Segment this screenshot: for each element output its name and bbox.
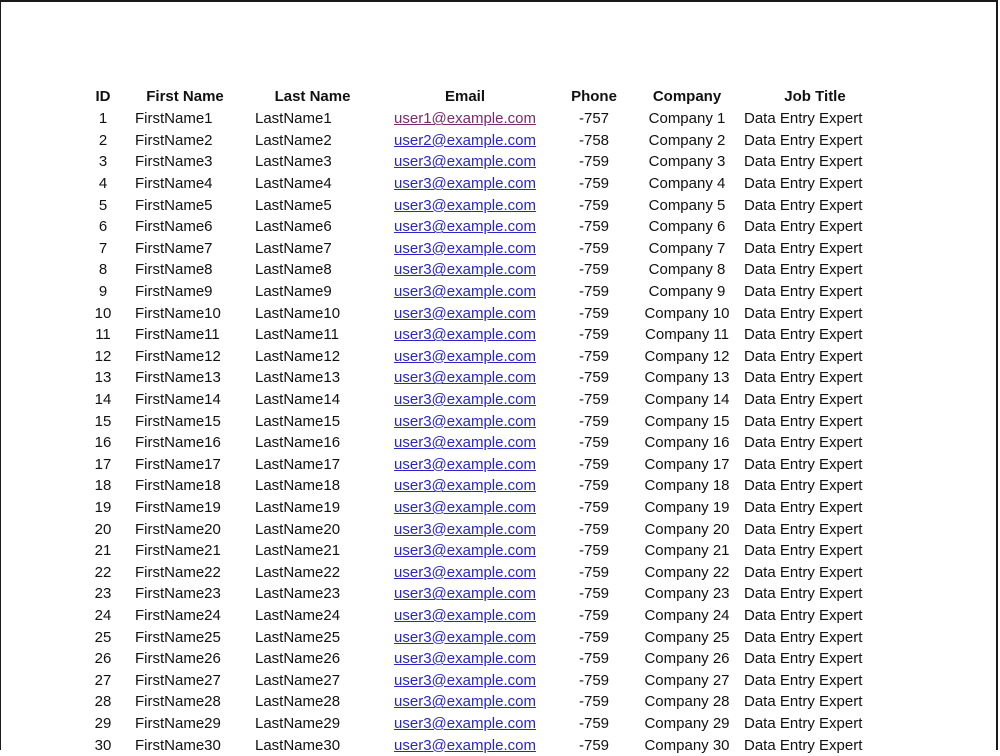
email-link[interactable]: user3@example.com xyxy=(394,650,536,668)
table-row xyxy=(81,216,894,238)
table-header-row xyxy=(81,85,894,108)
cell-id: 24 xyxy=(94,606,112,624)
cell-first-name: FirstName14 xyxy=(135,391,221,409)
email-link[interactable]: user3@example.com xyxy=(394,563,536,581)
email-link[interactable]: user3@example.com xyxy=(394,628,536,646)
column-header-phone: Phone xyxy=(571,88,617,105)
email-link[interactable]: user3@example.com xyxy=(394,239,536,257)
cell-job-title: Data Entry Expert xyxy=(744,369,863,387)
table-row xyxy=(81,454,894,476)
cell-email xyxy=(380,281,550,303)
cell-first-name: FirstName15 xyxy=(135,412,221,430)
cell-job-title: Data Entry Expert xyxy=(744,563,863,581)
cell-email xyxy=(380,626,550,648)
cell-job-title: Data Entry Expert xyxy=(744,455,863,473)
cell-last-name: LastName10 xyxy=(255,304,341,322)
table-row xyxy=(81,432,894,454)
cell-first-name: FirstName30 xyxy=(135,736,221,754)
cell-email xyxy=(380,561,550,583)
cell-company: Company 3 xyxy=(648,153,726,171)
cell-last-name: LastName5 xyxy=(255,196,332,214)
cell-email xyxy=(380,108,550,130)
cell-company: Company 21 xyxy=(644,542,730,560)
cell-id: 18 xyxy=(94,477,112,495)
cell-email xyxy=(380,194,550,216)
table-row xyxy=(81,540,894,562)
table-row xyxy=(81,518,894,540)
cell-company: Company 15 xyxy=(644,412,730,430)
cell-job-title: Data Entry Expert xyxy=(744,218,863,236)
cell-last-name: LastName30 xyxy=(255,736,341,754)
cell-last-name: LastName23 xyxy=(255,585,341,603)
cell-id: 2 xyxy=(98,131,108,149)
email-link[interactable]: user3@example.com xyxy=(394,606,536,624)
cell-last-name: LastName4 xyxy=(255,175,332,193)
cell-company: Company 2 xyxy=(648,131,726,149)
cell-id: 27 xyxy=(94,671,112,689)
cell-email xyxy=(380,410,550,432)
cell-job-title: Data Entry Expert xyxy=(744,239,863,257)
table-row xyxy=(81,367,894,389)
cell-email xyxy=(380,648,550,670)
cell-company: Company 20 xyxy=(644,520,730,538)
cell-id: 21 xyxy=(94,542,112,560)
email-link[interactable]: user3@example.com xyxy=(394,714,536,732)
cell-job-title: Data Entry Expert xyxy=(744,585,863,603)
cell-company: Company 12 xyxy=(644,347,730,365)
cell-first-name: FirstName24 xyxy=(135,606,221,624)
cell-job-title: Data Entry Expert xyxy=(744,671,863,689)
cell-company: Company 9 xyxy=(648,283,726,301)
email-link[interactable]: user3@example.com xyxy=(394,347,536,365)
cell-job-title: Data Entry Expert xyxy=(744,693,863,711)
cell-last-name: LastName24 xyxy=(255,606,341,624)
cell-email xyxy=(380,540,550,562)
cell-job-title: Data Entry Expert xyxy=(744,606,863,624)
cell-first-name: FirstName19 xyxy=(135,498,221,516)
cell-job-title: Data Entry Expert xyxy=(744,283,863,301)
column-header-email: Email xyxy=(444,88,486,105)
cell-first-name: FirstName11 xyxy=(135,326,220,344)
cell-phone: -759 xyxy=(578,628,610,646)
cell-last-name: LastName16 xyxy=(255,434,341,452)
cell-phone: -759 xyxy=(578,693,610,711)
cell-last-name: LastName27 xyxy=(255,671,341,689)
cell-last-name: LastName15 xyxy=(255,412,341,430)
cell-id: 15 xyxy=(94,412,112,430)
cell-email xyxy=(380,691,550,713)
cell-first-name: FirstName10 xyxy=(135,304,221,322)
cell-job-title: Data Entry Expert xyxy=(744,347,863,365)
cell-email xyxy=(380,497,550,519)
cell-phone: -759 xyxy=(578,520,610,538)
cell-first-name: FirstName21 xyxy=(135,542,221,560)
cell-email xyxy=(380,324,550,346)
column-header-company: Company xyxy=(652,88,722,105)
table-row xyxy=(81,108,894,130)
email-link[interactable]: user3@example.com xyxy=(394,585,536,603)
table-row xyxy=(81,583,894,605)
cell-company: Company 27 xyxy=(644,671,730,689)
cell-job-title: Data Entry Expert xyxy=(744,434,863,452)
cell-phone: -759 xyxy=(578,434,610,452)
email-link[interactable]: user3@example.com xyxy=(394,498,536,516)
cell-last-name: LastName13 xyxy=(255,369,341,387)
column-header-first-name: First Name xyxy=(146,88,224,105)
cell-id: 9 xyxy=(98,283,108,301)
cell-id: 29 xyxy=(94,714,112,732)
cell-last-name: LastName22 xyxy=(255,563,341,581)
cell-id: 17 xyxy=(94,455,112,473)
cell-company: Company 26 xyxy=(644,650,730,668)
cell-job-title: Data Entry Expert xyxy=(744,628,863,646)
cell-phone: -759 xyxy=(578,196,610,214)
table-row xyxy=(81,302,894,324)
email-link[interactable]: user3@example.com xyxy=(394,304,536,322)
cell-email xyxy=(380,518,550,540)
table-row xyxy=(81,497,894,519)
table-row xyxy=(81,346,894,368)
cell-phone: -759 xyxy=(578,304,610,322)
cell-id: 28 xyxy=(94,693,112,711)
email-link[interactable]: user3@example.com xyxy=(394,412,536,430)
table-row xyxy=(81,238,894,260)
cell-first-name: FirstName20 xyxy=(135,520,221,538)
email-link[interactable]: user3@example.com xyxy=(394,736,536,754)
cell-last-name: LastName8 xyxy=(255,261,332,279)
cell-last-name: LastName14 xyxy=(255,391,341,409)
cell-email xyxy=(380,346,550,368)
cell-last-name: LastName25 xyxy=(255,628,341,646)
cell-company: Company 25 xyxy=(644,628,730,646)
cell-phone: -759 xyxy=(578,283,610,301)
cell-company: Company 14 xyxy=(644,391,730,409)
cell-email xyxy=(380,454,550,476)
table-row xyxy=(81,410,894,432)
cell-email xyxy=(380,367,550,389)
cell-email xyxy=(380,734,550,756)
cell-company: Company 8 xyxy=(648,261,726,279)
cell-first-name: FirstName3 xyxy=(135,153,213,171)
cell-id: 13 xyxy=(94,369,112,387)
cell-first-name: FirstName18 xyxy=(135,477,221,495)
cell-email xyxy=(380,605,550,627)
table-row xyxy=(81,713,894,735)
cell-last-name: LastName20 xyxy=(255,520,341,538)
cell-first-name: FirstName8 xyxy=(135,261,213,279)
cell-first-name: FirstName17 xyxy=(135,455,221,473)
cell-job-title: Data Entry Expert xyxy=(744,736,863,754)
cell-company: Company 23 xyxy=(644,585,730,603)
cell-email xyxy=(380,713,550,735)
cell-phone: -759 xyxy=(578,261,610,279)
cell-first-name: FirstName13 xyxy=(135,369,221,387)
email-link[interactable]: user3@example.com xyxy=(394,455,536,473)
table-row xyxy=(81,669,894,691)
cell-id: 25 xyxy=(94,628,112,646)
cell-first-name: FirstName1 xyxy=(135,110,213,128)
table-row xyxy=(81,194,894,216)
table-row xyxy=(81,173,894,195)
cell-id: 10 xyxy=(94,304,112,322)
email-link[interactable]: user3@example.com xyxy=(394,283,536,301)
cell-email xyxy=(380,151,550,173)
cell-job-title: Data Entry Expert xyxy=(744,110,863,128)
cell-last-name: LastName18 xyxy=(255,477,341,495)
cell-job-title: Data Entry Expert xyxy=(744,326,863,344)
table-row xyxy=(81,259,894,281)
cell-id: 4 xyxy=(98,175,108,193)
email-link[interactable]: user1@example.com xyxy=(394,110,536,128)
cell-first-name: FirstName7 xyxy=(135,239,213,257)
cell-last-name: LastName28 xyxy=(255,693,341,711)
cell-phone: -759 xyxy=(578,412,610,430)
cell-job-title: Data Entry Expert xyxy=(744,391,863,409)
cell-phone: -759 xyxy=(578,498,610,516)
table-row xyxy=(81,605,894,627)
cell-id: 22 xyxy=(94,563,112,581)
cell-id: 20 xyxy=(94,520,112,538)
cell-first-name: FirstName2 xyxy=(135,131,213,149)
cell-phone: -759 xyxy=(578,391,610,409)
cell-phone: -757 xyxy=(578,110,610,128)
cell-company: Company 11 xyxy=(645,326,729,344)
email-link[interactable]: user3@example.com xyxy=(394,391,536,409)
cell-phone: -759 xyxy=(578,671,610,689)
cell-job-title: Data Entry Expert xyxy=(744,498,863,516)
cell-company: Company 24 xyxy=(644,606,730,624)
cell-company: Company 5 xyxy=(648,196,726,214)
cell-last-name: LastName3 xyxy=(255,153,332,171)
cell-id: 3 xyxy=(98,153,108,171)
email-link[interactable]: user3@example.com xyxy=(394,326,536,344)
cell-email xyxy=(380,259,550,281)
cell-id: 1 xyxy=(98,110,108,128)
cell-job-title: Data Entry Expert xyxy=(744,304,863,322)
table-row xyxy=(81,475,894,497)
cell-id: 19 xyxy=(94,498,112,516)
cell-company: Company 30 xyxy=(644,736,730,754)
contacts-table xyxy=(81,85,894,756)
table-row xyxy=(81,648,894,670)
cell-id: 7 xyxy=(98,239,108,257)
cell-job-title: Data Entry Expert xyxy=(744,153,863,171)
table-row xyxy=(81,389,894,411)
cell-company: Company 22 xyxy=(644,563,730,581)
cell-phone: -759 xyxy=(578,326,610,344)
table-row xyxy=(81,130,894,152)
cell-email xyxy=(380,432,550,454)
cell-email xyxy=(380,475,550,497)
cell-email xyxy=(380,583,550,605)
cell-email xyxy=(380,669,550,691)
cell-company: Company 18 xyxy=(644,477,730,495)
cell-id: 8 xyxy=(98,261,108,279)
cell-id: 14 xyxy=(94,391,112,409)
cell-last-name: LastName9 xyxy=(255,283,332,301)
table-row xyxy=(81,151,894,173)
cell-job-title: Data Entry Expert xyxy=(744,196,863,214)
cell-phone: -759 xyxy=(578,606,610,624)
cell-id: 26 xyxy=(94,650,112,668)
cell-company: Company 10 xyxy=(644,304,730,322)
cell-first-name: FirstName28 xyxy=(135,693,221,711)
cell-phone: -759 xyxy=(578,175,610,193)
email-link[interactable]: user3@example.com xyxy=(394,693,536,711)
cell-job-title: Data Entry Expert xyxy=(744,412,863,430)
table-row xyxy=(81,734,894,756)
email-link[interactable]: user3@example.com xyxy=(394,671,536,689)
email-link[interactable]: user2@example.com xyxy=(394,131,536,149)
cell-company: Company 16 xyxy=(644,434,730,452)
cell-job-title: Data Entry Expert xyxy=(744,542,863,560)
cell-first-name: FirstName27 xyxy=(135,671,221,689)
cell-first-name: FirstName16 xyxy=(135,434,221,452)
cell-id: 5 xyxy=(98,196,108,214)
cell-email xyxy=(380,389,550,411)
cell-first-name: FirstName22 xyxy=(135,563,221,581)
cell-job-title: Data Entry Expert xyxy=(744,175,863,193)
email-link[interactable]: user3@example.com xyxy=(394,434,536,452)
column-header-id: ID xyxy=(95,88,111,105)
cell-phone: -759 xyxy=(578,347,610,365)
email-link[interactable]: user3@example.com xyxy=(394,477,536,495)
cell-phone: -759 xyxy=(578,542,610,560)
table-row xyxy=(81,691,894,713)
email-link[interactable]: user3@example.com xyxy=(394,218,536,236)
cell-email xyxy=(380,216,550,238)
cell-last-name: LastName26 xyxy=(255,650,341,668)
email-link[interactable]: user3@example.com xyxy=(394,196,536,214)
cell-job-title: Data Entry Expert xyxy=(744,520,863,538)
cell-email xyxy=(380,238,550,260)
cell-company: Company 17 xyxy=(644,455,730,473)
email-link[interactable]: user3@example.com xyxy=(394,153,536,171)
cell-last-name: LastName21 xyxy=(255,542,341,560)
cell-last-name: LastName17 xyxy=(255,455,341,473)
cell-phone: -759 xyxy=(578,650,610,668)
cell-company: Company 28 xyxy=(644,693,730,711)
cell-job-title: Data Entry Expert xyxy=(744,714,863,732)
cell-first-name: FirstName9 xyxy=(135,283,213,301)
table-body xyxy=(81,108,894,756)
cell-id: 11 xyxy=(95,326,111,344)
cell-email xyxy=(380,130,550,152)
cell-company: Company 4 xyxy=(648,175,726,193)
table-row xyxy=(81,561,894,583)
email-link[interactable]: user3@example.com xyxy=(394,369,536,387)
cell-email xyxy=(380,302,550,324)
cell-id: 30 xyxy=(94,736,112,754)
cell-phone: -759 xyxy=(578,585,610,603)
cell-id: 6 xyxy=(98,218,108,236)
cell-first-name: FirstName26 xyxy=(135,650,221,668)
cell-phone: -759 xyxy=(578,153,610,171)
cell-phone: -759 xyxy=(578,477,610,495)
cell-last-name: LastName7 xyxy=(255,239,332,257)
cell-first-name: FirstName6 xyxy=(135,218,213,236)
cell-phone: -758 xyxy=(578,131,610,149)
cell-id: 23 xyxy=(94,585,112,603)
cell-last-name: LastName29 xyxy=(255,714,341,732)
column-header-job-title: Job Title xyxy=(784,88,846,105)
cell-last-name: LastName19 xyxy=(255,498,341,516)
cell-first-name: FirstName5 xyxy=(135,196,213,214)
email-link[interactable]: user3@example.com xyxy=(394,175,536,193)
cell-phone: -759 xyxy=(578,239,610,257)
cell-phone: -759 xyxy=(578,218,610,236)
cell-first-name: FirstName29 xyxy=(135,714,221,732)
cell-phone: -759 xyxy=(578,455,610,473)
email-link[interactable]: user3@example.com xyxy=(394,542,536,560)
table-row xyxy=(81,324,894,346)
cell-company: Company 29 xyxy=(644,714,730,732)
table-row xyxy=(81,626,894,648)
cell-first-name: FirstName25 xyxy=(135,628,221,646)
cell-company: Company 6 xyxy=(648,218,726,236)
email-link[interactable]: user3@example.com xyxy=(394,520,536,538)
cell-phone: -759 xyxy=(578,563,610,581)
cell-company: Company 13 xyxy=(644,369,730,387)
cell-first-name: FirstName4 xyxy=(135,175,213,193)
cell-email xyxy=(380,173,550,195)
cell-phone: -759 xyxy=(578,714,610,732)
email-link[interactable]: user3@example.com xyxy=(394,261,536,279)
cell-company: Company 7 xyxy=(648,239,726,257)
cell-job-title: Data Entry Expert xyxy=(744,261,863,279)
cell-first-name: FirstName23 xyxy=(135,585,221,603)
cell-id: 12 xyxy=(94,347,112,365)
cell-company: Company 19 xyxy=(644,498,730,516)
cell-id: 16 xyxy=(94,434,112,452)
cell-phone: -759 xyxy=(578,736,610,754)
cell-job-title: Data Entry Expert xyxy=(744,650,863,668)
cell-last-name: LastName1 xyxy=(255,110,332,128)
cell-last-name: LastName11 xyxy=(255,326,339,344)
cell-company: Company 1 xyxy=(648,110,726,128)
cell-last-name: LastName6 xyxy=(255,218,332,236)
cell-job-title: Data Entry Expert xyxy=(744,131,863,149)
cell-last-name: LastName2 xyxy=(255,131,332,149)
cell-first-name: FirstName12 xyxy=(135,347,221,365)
cell-job-title: Data Entry Expert xyxy=(744,477,863,495)
cell-last-name: LastName12 xyxy=(255,347,341,365)
table-row xyxy=(81,281,894,303)
cell-phone: -759 xyxy=(578,369,610,387)
column-header-last-name: Last Name xyxy=(274,88,351,105)
